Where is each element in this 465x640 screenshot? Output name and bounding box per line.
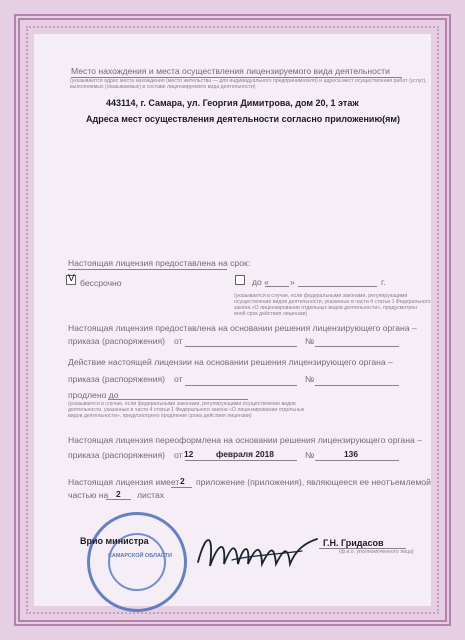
until-note-3: закона «О лицензировании отдельных видов деятельности», предусмотрен: [234, 305, 418, 311]
renewed-from-label: от: [174, 450, 183, 460]
basis-date-line: [185, 346, 297, 347]
effect-number-label: №: [305, 374, 315, 384]
appendix-text-start: Настоящая лицензия имеет: [68, 477, 180, 487]
appendix-count: 2: [180, 476, 185, 486]
renewed-number-line: [315, 460, 399, 461]
until-label: до «: [252, 277, 269, 287]
term-value: бессрочно: [80, 278, 122, 288]
seal-text: САМАРСКОЙ ОБЛАСТИ: [108, 553, 172, 559]
renewed-number-label: №: [305, 450, 315, 460]
until-note-1: (указывается в случае, если федеральными законами, регулирующими: [234, 293, 408, 299]
term-label: Настоящая лицензия предоставлена на срок:: [68, 258, 251, 268]
renewed-number: 136: [344, 449, 358, 459]
appendix-pages: 2: [116, 489, 121, 499]
renewed-line-2: приказа (распоряжения): [68, 450, 166, 460]
header-title: Место нахождения и места осуществления лицензируемого вида деятельности: [71, 66, 390, 76]
term-line: [68, 269, 227, 270]
renewed-month: февраля 2018: [216, 449, 274, 459]
extended-label: продлено до: [68, 390, 119, 400]
extended-line: [108, 399, 248, 400]
until-month-line: [298, 286, 377, 287]
check-mark: V: [68, 273, 75, 284]
appendix-pages-start: частью на: [68, 490, 109, 500]
until-separator: »: [290, 277, 295, 287]
extended-note-3: видов деятельности», предусмотрено продление срока действия лицензии): [68, 413, 252, 419]
effect-date-line: [185, 385, 297, 386]
basis-number-line: [315, 346, 399, 347]
renewed-line-1: Настоящая лицензия переоформлена на основании решения лицензирующего органа –: [68, 435, 422, 445]
until-day-line: [265, 286, 289, 287]
extended-note-2: деятельности, указанных в части 4 статьи 1 Федерального закона «О лицензировании отдельных: [68, 407, 305, 413]
effect-line-1: Действие настоящей лицензии на основании решения лицензирующего органа –: [68, 357, 393, 367]
header-note-1: (указываются адрес места нахождения (место жительства — для индивидуального предпринимателя) и адреса мест осуществления работ (услуг),: [70, 78, 427, 84]
basis-number-label: №: [305, 336, 315, 346]
until-note-2: осуществление видов деятельности, указанных в части 4 статьи 1 Федерального: [234, 299, 431, 305]
signer-position: Врио министра: [80, 536, 149, 546]
appendix-pages-end: листах: [137, 490, 165, 500]
effect-number-line: [315, 385, 399, 386]
basis-line-1: Настоящая лицензия предоставлена на основании решения лицензирующего органа –: [68, 323, 417, 333]
places-text: Адреса мест осуществления деятельности согласно приложению(ям): [86, 114, 401, 124]
basis-line-2: приказа (распоряжения): [68, 336, 166, 346]
effect-line-2: приказа (распоряжения): [68, 374, 166, 384]
signature: [192, 520, 324, 585]
until-note-4: иной срок действия лицензии): [234, 311, 308, 317]
appendix-pages-line: [106, 499, 131, 500]
header-note-2: выполняемых (оказываемых) в составе лицензируемого вида деятельности): [70, 84, 256, 90]
until-checkbox: [235, 275, 245, 285]
signer-note: (ф.и.о. уполномоченного лица): [339, 549, 414, 555]
basis-from-label: от: [174, 336, 183, 346]
renewed-day: 12: [184, 449, 194, 459]
appendix-count-line: [171, 487, 192, 488]
address-text: 443114, г. Самара, ул. Георгия Димитрова, дом 20, 1 этаж: [106, 98, 359, 108]
effect-from-label: от: [174, 374, 183, 384]
renewed-date-line: [185, 460, 297, 461]
appendix-text-end: приложение (приложения), являющееся ее неотъемлемой: [196, 477, 431, 487]
official-seal: [87, 512, 187, 612]
extended-note-1: (указывается в случае, если федеральными законами, регулирующими осуществление видов: [68, 401, 296, 407]
signer-name: Г.Н. Гридасов: [323, 538, 384, 548]
year-suffix: г.: [381, 277, 386, 287]
